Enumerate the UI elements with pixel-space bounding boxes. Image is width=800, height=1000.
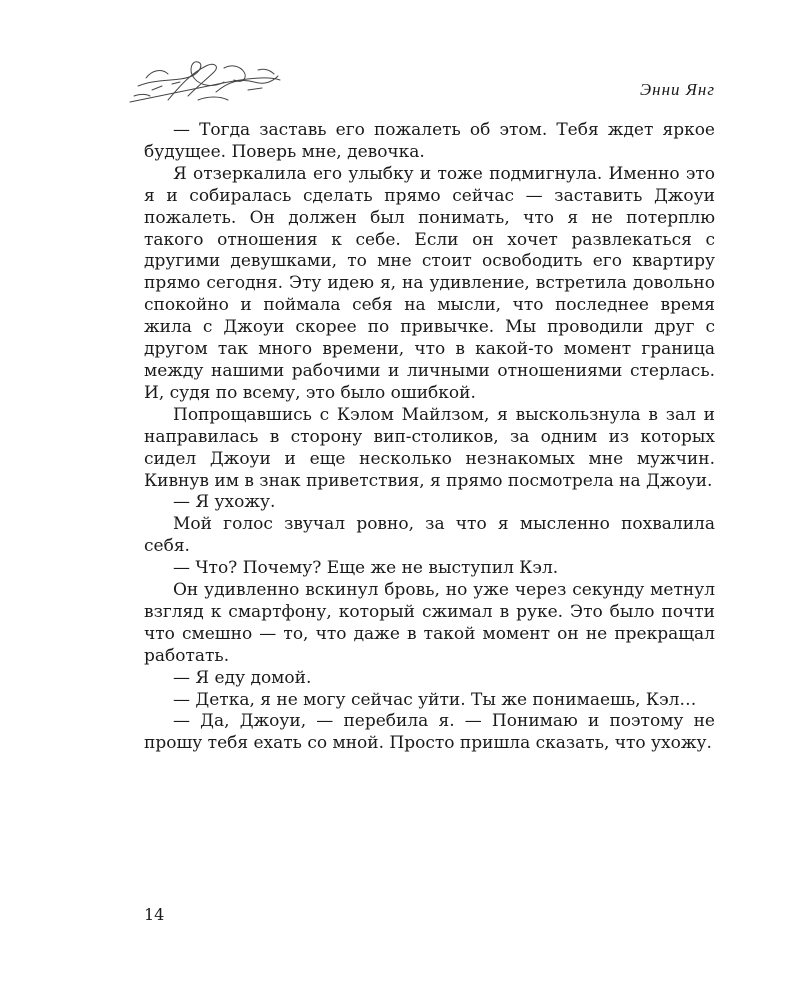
running-head-author: Энни Янг	[640, 80, 715, 99]
paragraph: — Тогда заставь его пожалеть об этом. Тебя ждет яркое будущее. Поверь мне, девочка.	[144, 120, 715, 162]
paragraph: Попрощавшись с Кэлом Майлзом, я выскользнула в зал и направилась в сторону вип-столиков, за одним из которых сидел Джоуи и еще несколько незнакомых мне мужчин. Кивнув им в знак приветствия, я прямо посмотрела на Джоуи.	[144, 404, 715, 491]
paragraph: — Детка, я не могу сейчас уйти. Ты же понимаешь, Кэл…	[173, 689, 697, 710]
paragraph: — Да, Джоуи, — перебила я. — Понимаю и поэтому не прошу тебя ехать со мной. Просто пришла сказать, что ухожу.	[144, 711, 715, 754]
paragraph: Он удивленно вскинул бровь, но уже через секунду метнул взгляд к смартфону, который сжимал в руке. Это было почти что смешно — то, что даже в такой момент он не прекращал работать.	[144, 580, 715, 666]
decorative-flourish	[128, 56, 283, 108]
paragraph: — Я еду домой.	[173, 667, 312, 688]
body-text	[144, 120, 715, 755]
page-number: 14	[144, 905, 165, 924]
paragraph: Я отзеркалила его улыбку и тоже подмигнула. Именно это я и собиралась сделать прямо сейчас — заставить Джоуи пожалеть. Он должен был понимать, что я не потерплю такого отношения к себе. Если он хочет развлекаться с другими девушками, то мне стоит освободить его квартиру прямо сегодня. Эту идею я, на удивление, встретила довольно спокойно и поймала себя на мысли, что последнее время жила с Джоуи скорее по привычке. Мы проводили друг с другом так много времени, что в какой-то момент граница между нашими рабочими и личными отношениями стерлась. И, судя по всему, это было ошибкой.	[144, 163, 715, 403]
paragraph: — Что? Почему? Еще же не выступил Кэл.	[173, 558, 559, 579]
paragraph: — Я ухожу.	[173, 492, 276, 513]
paragraph: Мой голос звучал ровно, за что я мысленно похвалила себя.	[144, 514, 715, 557]
